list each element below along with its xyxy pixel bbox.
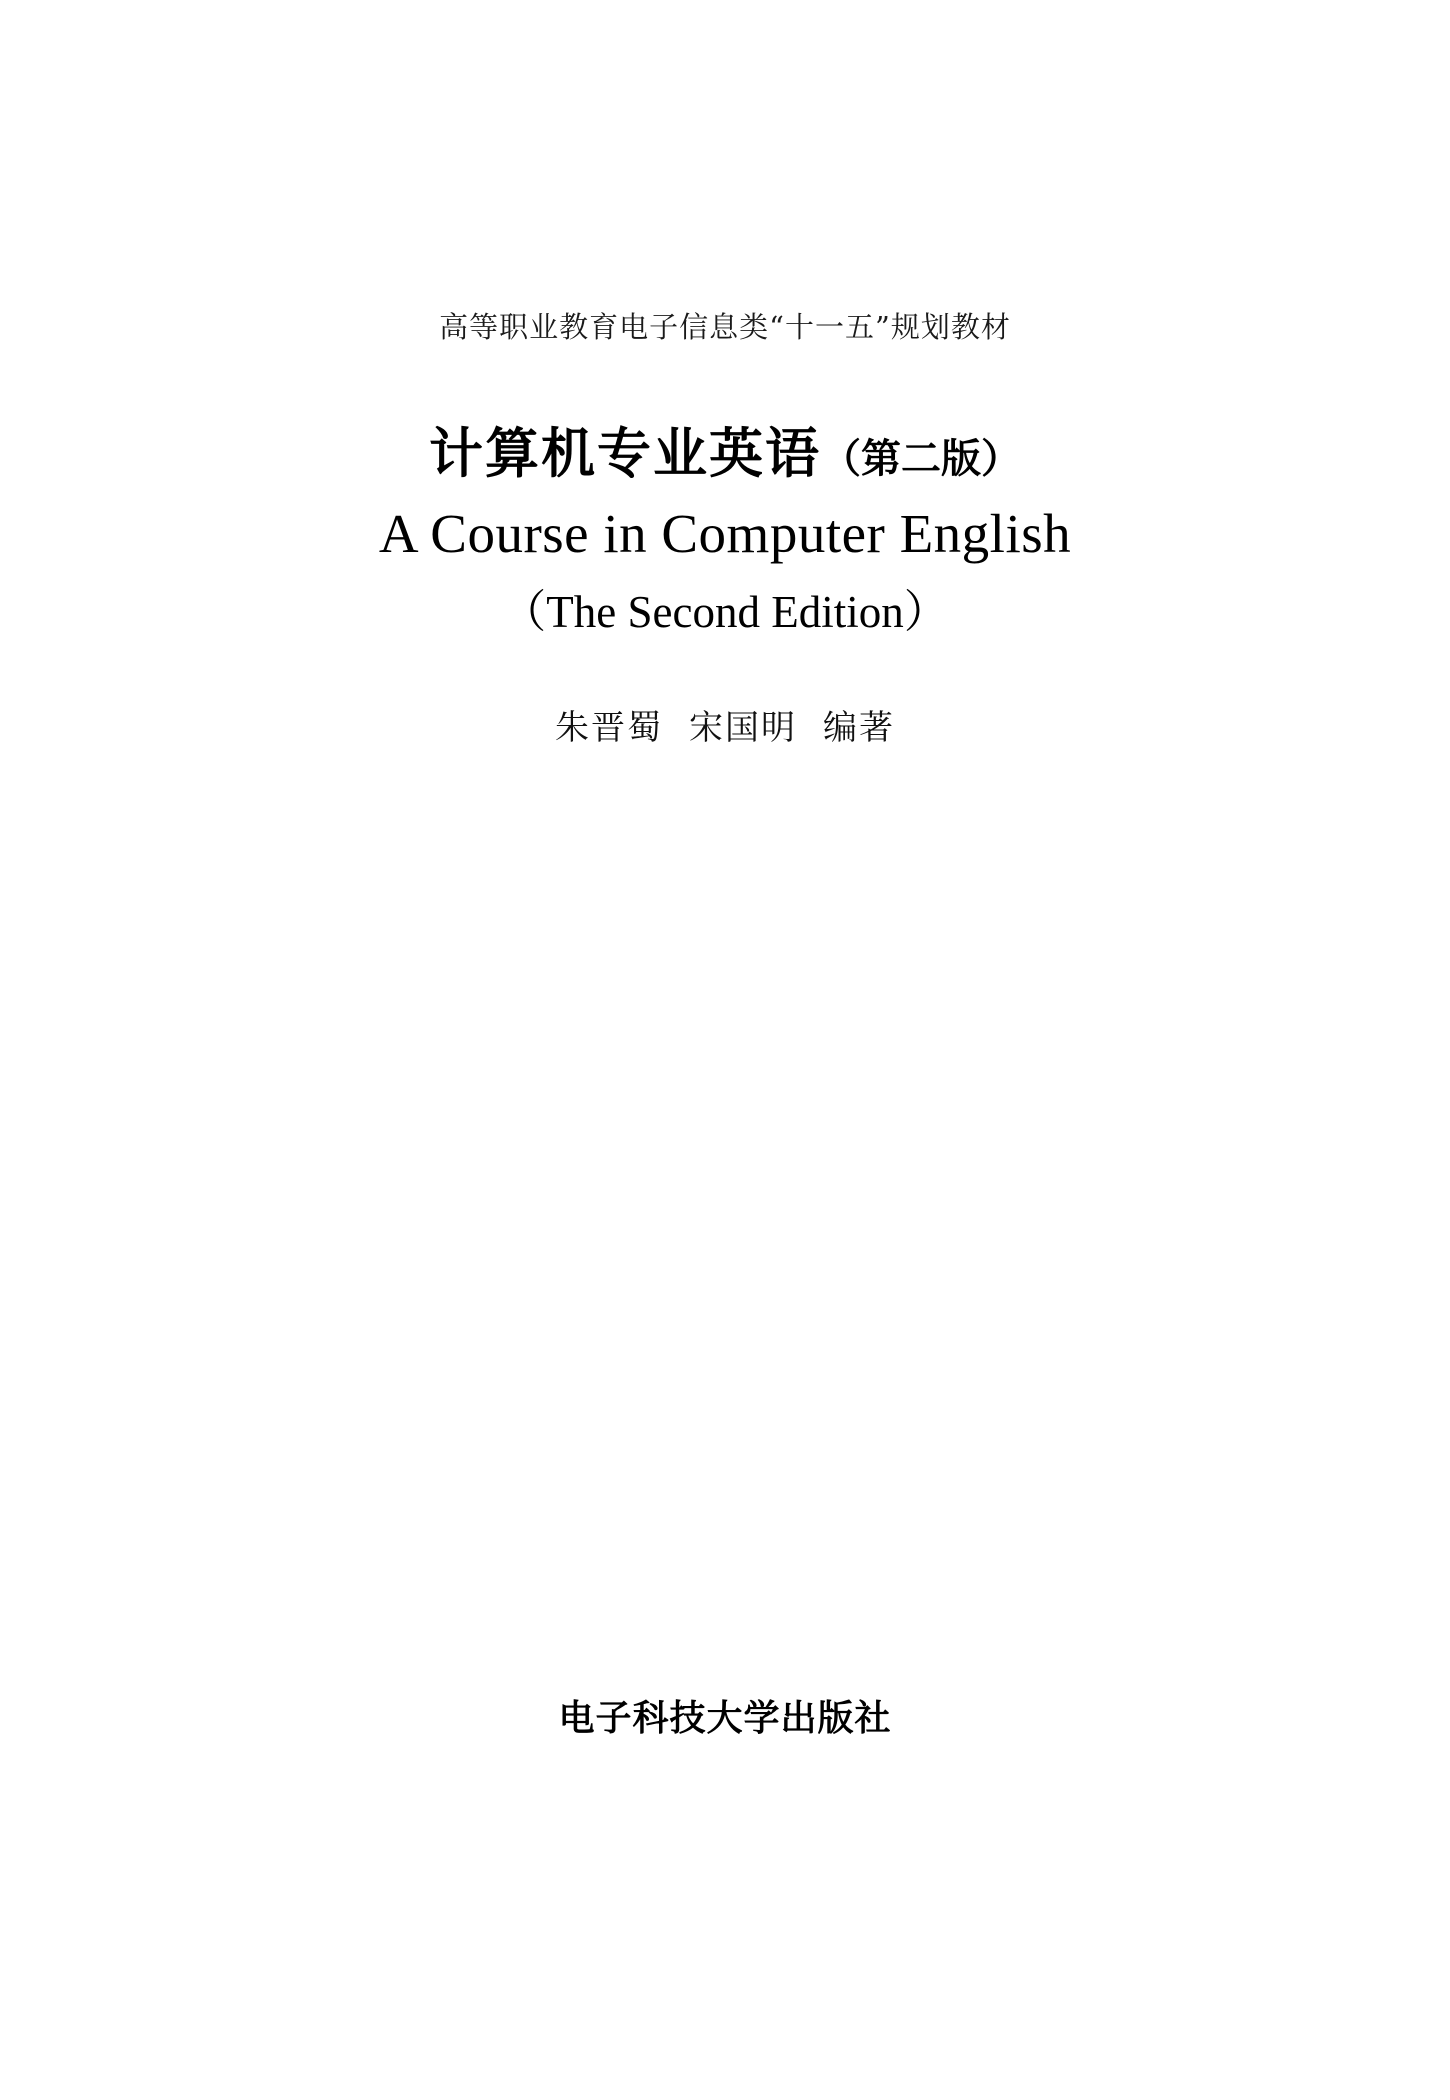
chinese-title-main: 计算机专业英语: [429, 421, 821, 485]
chinese-title-edition: （第二版）: [821, 435, 1021, 482]
author-name-2: 宋国明: [689, 708, 797, 748]
chinese-title: [0, 411, 1450, 488]
publisher-name: 电子科技大学出版社: [558, 1697, 892, 1739]
author-role: 编著: [823, 708, 895, 748]
english-subtitle: （The Second Edition）: [501, 587, 949, 637]
author-line: [0, 700, 1450, 749]
series-label: 高等职业教育电子信息类“十一五”规划教材: [439, 310, 1011, 344]
title-block: [0, 0, 1450, 749]
english-title: A Course in Computer English: [378, 503, 1072, 564]
author-name-1: 朱晋蜀: [555, 708, 663, 748]
